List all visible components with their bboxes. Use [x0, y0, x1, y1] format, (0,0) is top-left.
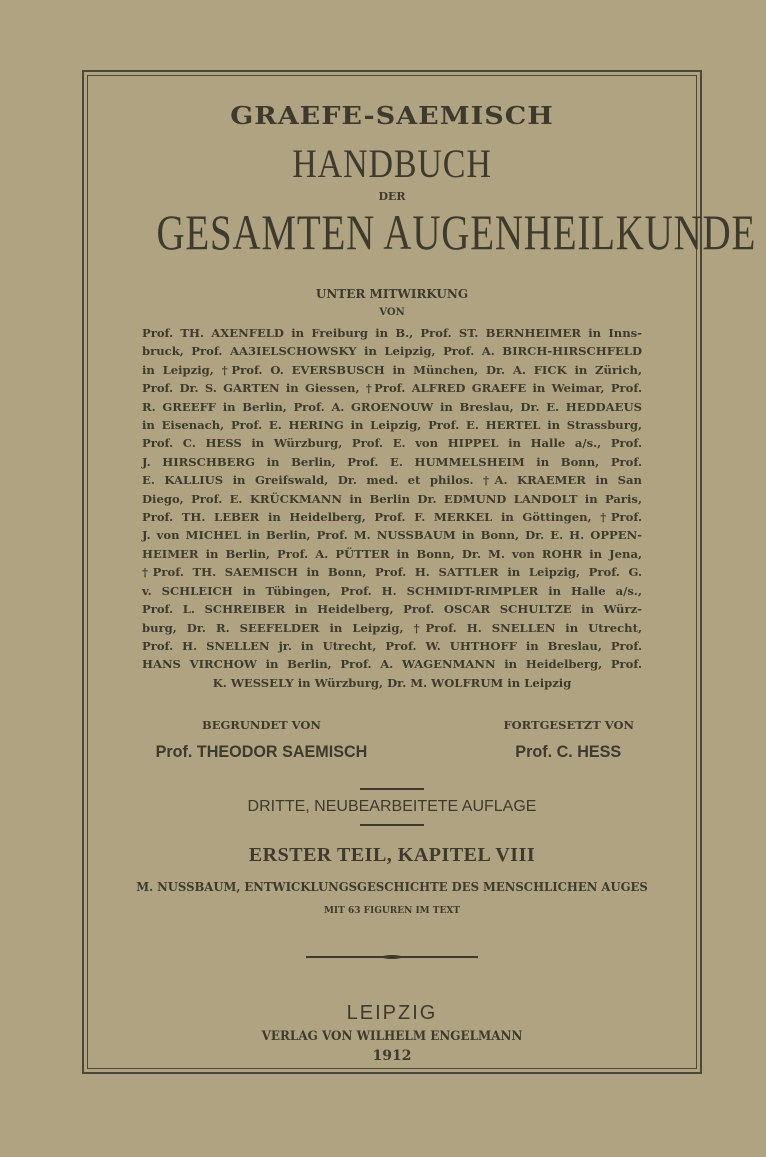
publication-year: 1912: [372, 1048, 412, 1065]
contributor-line: †Prof. TH. SAEMISCH in Bonn, Prof. H. SATTLER in Leipzig, Prof. G.: [142, 565, 642, 580]
founded-label: BEGRUNDET VON: [201, 718, 321, 733]
contributor-line: Prof. H. SNELLEN jr. in Utrecht, Prof. W. UHTHOFF in Breslau, Prof.: [142, 638, 642, 653]
founded-name: Prof. THEODOR SAEMISCH: [155, 742, 368, 762]
chapter-heading: ERSTER TEIL, KAPITEL VIII: [248, 844, 536, 867]
publication-city: LEIPZIG: [346, 1002, 438, 1025]
figures-note: MIT 63 FIGUREN IM TEXT: [323, 906, 461, 917]
contributor-line: Prof. Dr. S. GARTEN in Giessen, †Prof. ALFRED GRAEFE in Weimar, Prof.: [142, 381, 642, 396]
book-title-main: GESAMTEN AUGENHEILKUNDE: [156, 204, 757, 260]
contributor-line: J. von MICHEL in Berlin, Prof. M. NUSSBAUM in Bonn, Dr. E. H. OPPEN-: [142, 528, 642, 543]
contributor-line: v. SCHLEICH in Tübingen, Prof. H. SCHMIDT-RIMPLER in Halle a/s.,: [142, 583, 642, 598]
contributor-line: in Eisenach, Prof. E. HERING in Leipzig, Prof. E. HERTEL in Strassburg,: [142, 418, 642, 433]
contributor-line: Diego, Prof. E. KRÜCKMANN in Berlin Dr. EDMUND LANDOLT in Paris,: [142, 491, 642, 506]
publisher: VERLAG VON WILHELM ENGELMANN: [261, 1029, 523, 1045]
contributor-line: J. HIRSCHBERG in Berlin, Prof. E. HUMMELSHEIM in Bonn, Prof.: [142, 454, 642, 469]
continued-name: Prof. C. HESS: [515, 742, 622, 762]
book-title-handbuch: HANDBUCH: [292, 141, 492, 186]
contributors-list: [142, 324, 642, 692]
contributor-line: Prof. TH. LEBER in Heidelberg, Prof. F. MERKEL in Göttingen, †Prof.: [142, 510, 642, 525]
title-page: [90, 75, 757, 1065]
edition-block: [90, 788, 694, 826]
edition-label: DRITTE, NEUBEARBEITETE AUFLAGE: [247, 798, 537, 816]
contributor-line: E. KALLIUS in Greifswald, Dr. med. et philos. †A. KRAEMER in San: [142, 473, 642, 488]
contributor-line: Prof. TH. AXENFELD in Freiburg in B., Prof. ST. BERNHEIMER in Inns-: [142, 326, 642, 340]
contributor-line: K. WESSELY in Würzburg, Dr. M. WOLFRUM in Leipzig: [212, 675, 572, 690]
continued-label: FORTGESETZT VON: [503, 718, 634, 733]
founded-by: [150, 718, 373, 762]
contributor-line: HANS VIRCHOW in Berlin, Prof. A. WAGENMANN in Heidelberg, Prof.: [142, 657, 642, 672]
divider-rule: [360, 824, 424, 826]
chapter-subtitle: M. NUSSBAUM, ENTWICKLUNGSGESCHICHTE DES MENSCHLICHEN AUGES: [136, 879, 648, 895]
book-title-der: DER: [378, 190, 406, 203]
contributor-line: Prof. L. SCHREIBER in Heidelberg, Prof. OSCAR SCHULTZE in Würz-: [142, 602, 642, 617]
continued-by: [503, 718, 634, 762]
contributor-line: R. GREEFF in Berlin, Prof. A. GROENOUW in Breslau, Dr. E. HEDDAEUS: [142, 399, 642, 414]
contributor-line: bruck, Prof. AA3IELSCHOWSKY in Leipzig, Prof. A. BIRCH-HIRSCHFELD: [142, 344, 642, 359]
contributor-line: HEIMER in Berlin, Prof. A. PÜTTER in Bonn, Dr. M. von ROHR in Jena,: [142, 546, 642, 561]
collaboration-label: UNTER MITWIRKUNG: [315, 287, 469, 301]
ornamental-rule: [306, 956, 478, 958]
contributor-line: in Leipzig, †Prof. O. EVERSBUSCH in München, Dr. A. FICK in Zürich,: [142, 362, 642, 377]
divider-rule: [360, 788, 424, 790]
contributor-line: burg, Dr. R. SEEFELDER in Leipzig, †Prof. H. SNELLEN in Utrecht,: [142, 620, 642, 635]
series-title: GRAEFE-SAEMISCH: [230, 102, 554, 131]
founders-section: [90, 718, 694, 762]
von-label: VON: [379, 307, 405, 318]
contributor-line: Prof. C. HESS in Würzburg, Prof. E. von HIPPEL in Halle a/s., Prof.: [142, 436, 642, 451]
